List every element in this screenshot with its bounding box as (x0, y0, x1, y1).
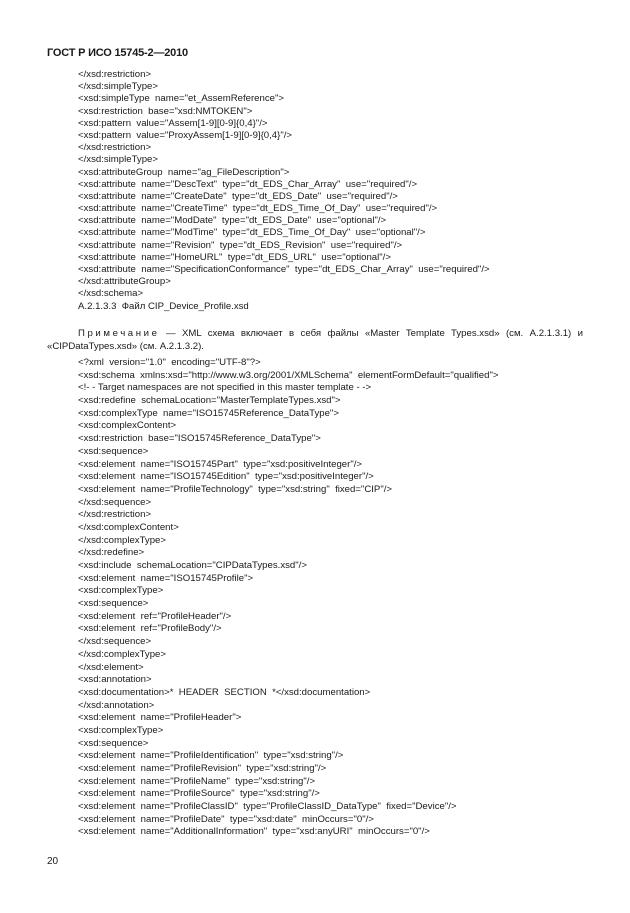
code-line: </xsd:complexContent> (78, 521, 179, 533)
code-line: <xsd:pattern value="ProxyAssem[1-9][0-9]{0,4}"/> (78, 129, 292, 141)
code-line: </xsd:element> (78, 661, 144, 673)
code-line: <xsd:element name="ProfileName" type="xsd:string"/> (78, 775, 316, 787)
code-line: <?xml version="1.0" encoding="UTF-8"?> (78, 357, 261, 368)
code-line: <xsd:attribute name="ModTime" type="dt_EDS_Time_Of_Day" use="optional"/> (78, 227, 426, 239)
note-text: — XML схема включает в себя файлы «Master Template Types.xsd» (см. А.2.1.3.1) и «CIPDataTypes.xsd» (см. А.2.1.3.2). (47, 328, 583, 352)
code-line: <xsd:attribute name="HomeURL" type="dt_EDS_URL" use="optional"/> (78, 251, 391, 263)
code-line: <xsd:attribute name="SpecificationConformance" type="dt_EDS_Char_Array" use="required"/> (78, 264, 490, 275)
code-line: <!- - Target namespaces are not specified in this master template - -> (78, 382, 372, 394)
code-line: </xsd:simpleType> (78, 154, 158, 166)
code-line: <xsd:attribute name="ModDate" type="dt_EDS_Date" use="optional"/> (78, 215, 387, 227)
code-line: <xsd:sequence> (78, 445, 149, 457)
code-line: <xsd:sequence> (78, 737, 149, 749)
code-line: </xsd:redefine> (78, 547, 145, 559)
code-line: <xsd:annotation> (78, 674, 152, 686)
note-paragraph (47, 327, 583, 353)
code-line: </xsd:restriction> (78, 142, 152, 154)
code-line: </xsd:simpleType> (78, 81, 158, 93)
code-line: <xsd:attribute name="DescText" type="dt_EDS_Char_Array" use="required"/> (78, 178, 418, 190)
code-line: </xsd:complexType> (78, 648, 166, 660)
code-line: <xsd:restriction base="xsd:NMTOKEN"> (78, 105, 253, 117)
code-line: <xsd:pattern value="Assem[1-9][0-9]{0,4}"/> (78, 117, 268, 129)
code-line: <xsd:element name="AdditionalInformation" type="xsd:anyURI" minOccurs="0"/> (78, 826, 430, 838)
code-line: <xsd:redefine schemaLocation="MasterTemplateTypes.xsd"> (78, 395, 341, 407)
code-line: </xsd:restriction> (78, 69, 152, 80)
code-line: <xsd:sequence> (78, 598, 149, 610)
code-line: <xsd:element name="ProfileHeader"> (78, 712, 242, 724)
note-label: Примечание (78, 328, 160, 339)
code-line: </xsd:complexType> (78, 534, 166, 546)
document-header: ГОСТ Р ИСО 15745-2—2010 (47, 47, 188, 59)
code-block-1 (78, 69, 490, 313)
code-line: <xsd:attribute name="Revision" type="dt_EDS_Revision" use="required"/> (78, 239, 403, 251)
code-line: <xsd:complexType> (78, 724, 164, 736)
code-line: <xsd:attributeGroup name="ag_FileDescription"> (78, 166, 290, 178)
code-line: <xsd:element name="ProfileTechnology" type="xsd:string" fixed="CIP"/> (78, 483, 393, 495)
code-line: А.2.1.3.3 Файл CIP_Device_Profile.xsd (78, 300, 249, 312)
code-line: <xsd:element ref="ProfileHeader"/> (78, 610, 232, 622)
code-line: <xsd:element ref="ProfileBody"/> (78, 623, 222, 635)
code-line: <xsd:complexContent> (78, 420, 177, 432)
code-line: </xsd:sequence> (78, 636, 152, 648)
code-line: </xsd:schema> (78, 288, 144, 300)
code-line: <xsd:restriction base="ISO15745Reference_DataType"> (78, 433, 321, 445)
code-line: <xsd:element name="ISO15745Part" type="xsd:positiveInteger"/> (78, 458, 363, 470)
code-line: <xsd:element name="ProfileDate" type="xsd:date" minOccurs="0"/> (78, 813, 374, 825)
code-line: <xsd:element name="ProfileSource" type="xsd:string"/> (78, 788, 320, 800)
code-line: </xsd:sequence> (78, 496, 152, 508)
code-line: <xsd:include schemaLocation="CIPDataTypes.xsd"/> (78, 560, 307, 571)
page-number: 20 (47, 856, 59, 867)
code-line: <xsd:element name="ISO15745Profile"> (78, 572, 254, 584)
code-line: <xsd:complexType name="ISO15745Reference_DataType"> (78, 407, 339, 419)
code-line: <xsd:documentation>* HEADER SECTION *</xsd:documentation> (78, 686, 371, 698)
code-line: <xsd:schema xmlns:xsd="http://www.w3.org/2001/XMLSchema" elementFormDefault="qualified"> (78, 369, 499, 381)
code-line: </xsd:restriction> (78, 509, 152, 521)
code-line: <xsd:element name="ISO15745Edition" type="xsd:positiveInteger"/> (78, 471, 374, 483)
code-line: <xsd:complexType> (78, 585, 164, 597)
code-line: <xsd:simpleType name="et_AssemReference"> (78, 93, 284, 105)
code-line: <xsd:element name="ProfileClassID" type="ProfileClassID_DataType" fixed="Device"/> (78, 801, 457, 813)
code-line: <xsd:attribute name="CreateDate" type="dt_EDS_Date" use="required"/> (78, 190, 398, 202)
code-line: </xsd:attributeGroup> (78, 276, 171, 288)
code-line: <xsd:attribute name="CreateTime" type="dt_EDS_Time_Of_Day" use="required"/> (78, 203, 438, 215)
code-line: </xsd:annotation> (78, 699, 155, 711)
code-block-2 (78, 357, 499, 839)
code-line: <xsd:element name="ProfileIdentification" type="xsd:string"/> (78, 750, 344, 762)
code-line: <xsd:element name="ProfileRevision" type="xsd:string"/> (78, 763, 327, 774)
